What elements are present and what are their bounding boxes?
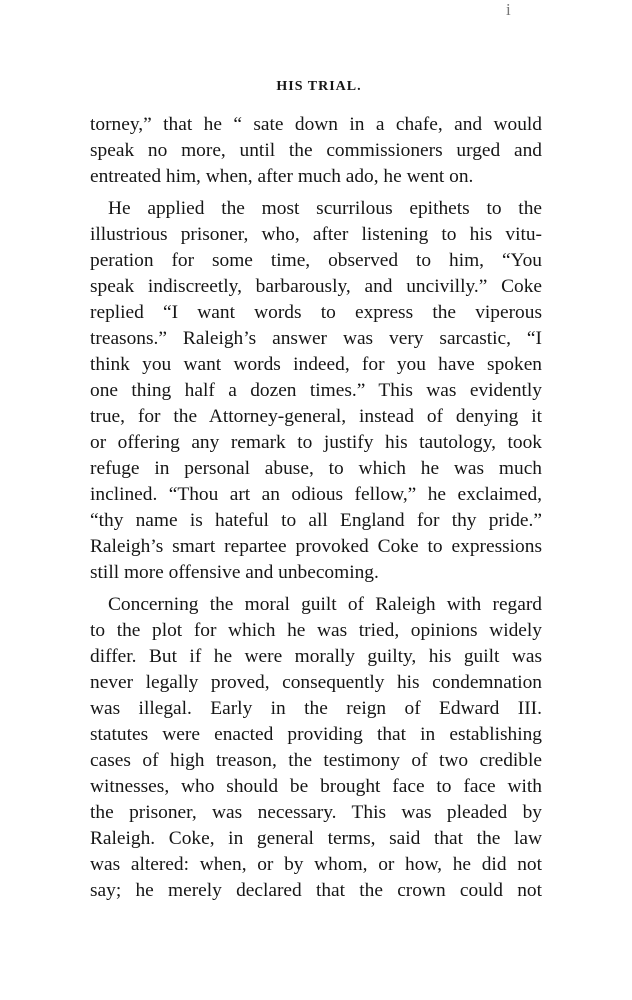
text-line: was illegal. Early in the reign of Edward III.: [90, 698, 542, 719]
text-line: speak no more, until the commissioners urged and: [90, 140, 542, 161]
text-line: witnesses, who should be brought face to face with: [90, 776, 542, 797]
text-line: inclined. “Thou art an odious fellow,” he exclaimed,: [90, 484, 542, 505]
paragraph: [90, 196, 542, 586]
text-line: cases of high treason, the testimony of two credible: [90, 750, 542, 771]
text-line: He applied the most scurrilous epithets to the: [108, 198, 542, 219]
text-line: think you want words indeed, for you have spoken: [90, 354, 542, 375]
text-line: speak indiscreetly, barbarously, and uncivilly.” Coke: [90, 276, 542, 297]
text-line: Raleigh. Coke, in general terms, said that the law: [90, 828, 542, 849]
text-line: entreated him, when, after much ado, he went on.: [90, 166, 474, 187]
text-line: Concerning the moral guilt of Raleigh with regard: [108, 594, 542, 615]
running-head: HIS TRIAL.: [276, 79, 362, 94]
text-line: say; he merely declared that the crown could not: [90, 880, 542, 901]
text-line: refuge in personal abuse, to which he was much: [90, 458, 542, 479]
paragraph: [90, 592, 542, 904]
body-text: [90, 112, 542, 904]
text-line: one thing half a dozen times.” This was evidently: [90, 380, 542, 401]
text-line: “thy name is hateful to all England for thy pride.”: [90, 510, 542, 531]
text-line: illustrious prisoner, who, after listening to his vitu-: [90, 224, 542, 245]
text-line: still more offensive and unbecoming.: [90, 562, 379, 583]
text-line: peration for some time, observed to him, “You: [90, 250, 542, 271]
text-line: replied “I want words to express the viperous: [90, 302, 542, 323]
text-line: statutes were enacted providing that in establishing: [90, 724, 542, 745]
corner-mark: i: [506, 0, 511, 19]
text-line: differ. But if he were morally guilty, his guilt was: [90, 646, 542, 667]
text-line: never legally proved, consequently his condemnation: [90, 672, 542, 693]
text-line: torney,” that he “ sate down in a chafe, and would: [90, 114, 542, 135]
text-line: or offering any remark to justify his tautology, took: [90, 432, 542, 453]
text-line: was altered: when, or by whom, or how, he did not: [90, 854, 542, 875]
text-line: Raleigh’s smart repartee provoked Coke to expressions: [90, 536, 542, 557]
text-line: treasons.” Raleigh’s answer was very sarcastic, “I: [90, 328, 542, 349]
text-line: to the plot for which he was tried, opinions widely: [90, 620, 542, 641]
text-line: true, for the Attorney-general, instead of denying it: [90, 406, 542, 427]
text-line: the prisoner, was necessary. This was pleaded by: [90, 802, 542, 823]
paragraph: [90, 112, 542, 190]
